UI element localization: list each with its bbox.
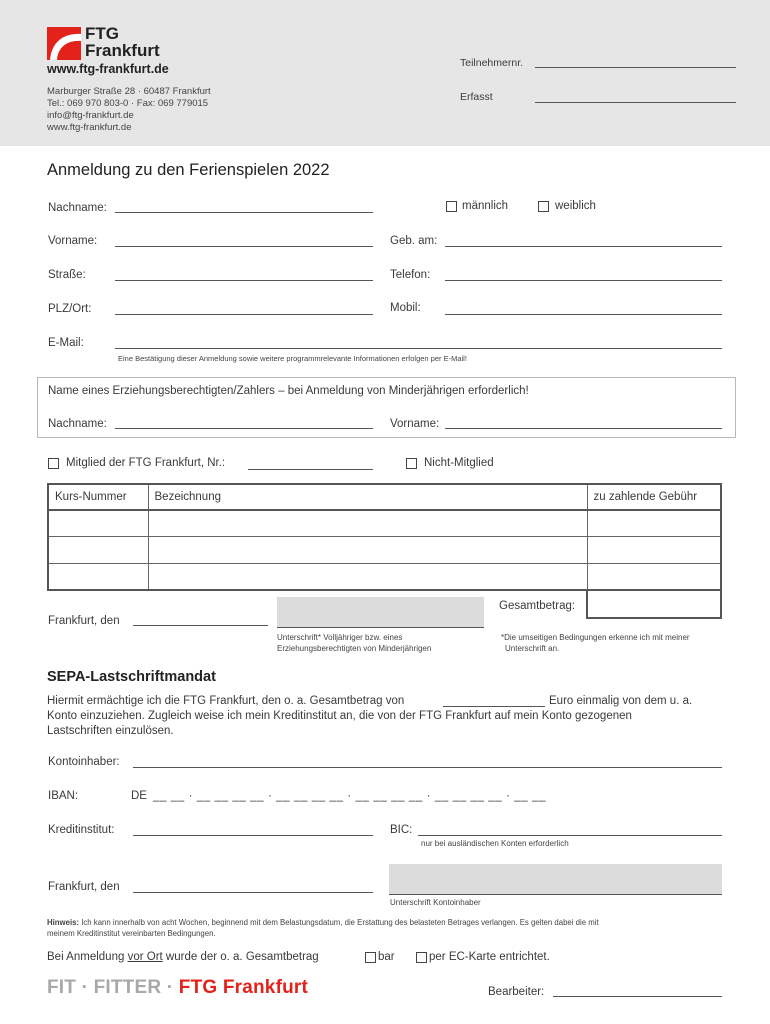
hinweis-text: Ich kann innerhalb von acht Wochen, beginnend mit dem Belastungsdatum, die Erstattung des belasteten Betrages verlangen. Es gelten dabei die mit: [81, 918, 599, 927]
sepa-frankfurt-den-label: Frankfurt, den: [48, 881, 120, 893]
weiblich-checkbox[interactable]: [538, 201, 549, 212]
geb-field[interactable]: [445, 246, 722, 247]
iban-prefix: DE: [131, 790, 147, 802]
signature-field[interactable]: [277, 597, 484, 627]
iban-label: IBAN:: [48, 790, 79, 802]
course-cell[interactable]: [148, 563, 587, 590]
address-line-1: Marburger Straße 28 · 60487 Frankfurt: [47, 86, 211, 97]
parent-vorname-field[interactable]: [445, 428, 722, 429]
course-cell[interactable]: [587, 537, 721, 564]
vorname-field[interactable]: [115, 246, 373, 247]
sepa-text-3: Lastschriften einzulösen.: [47, 725, 174, 737]
mobil-label: Mobil:: [390, 302, 421, 314]
hinweis-label: Hinweis:: [47, 918, 80, 927]
bar-label: bar: [378, 951, 395, 963]
course-cell[interactable]: [48, 563, 148, 590]
course-table-header: [48, 484, 721, 510]
gesamtbetrag-label: Gesamtbetrag:: [499, 600, 576, 612]
mitglied-checkbox[interactable]: [48, 458, 59, 469]
address-email[interactable]: info@ftg-frankfurt.de: [47, 110, 134, 121]
kontoinhaber-signature-baseline: [389, 894, 722, 895]
email-note: Eine Bestätigung dieser Anmeldung sowie weitere programmrelevante Informationen erfolgen per E-Mail!: [118, 354, 467, 363]
signature-note-2: Erziehungsberechtigten von Minderjährigen: [277, 644, 432, 653]
slogan-red: FTG Frankfurt: [178, 977, 309, 998]
kontoinhaber-signature-field[interactable]: [389, 864, 722, 894]
maennlich-label: männlich: [462, 200, 509, 212]
ec-label: per EC-Karte entrichtet.: [429, 951, 550, 963]
slogan-grey: FIT · FITTER ·: [47, 977, 174, 998]
plz-label: PLZ/Ort:: [48, 303, 92, 315]
email-label: E-Mail:: [48, 337, 84, 349]
kreditinstitut-label: Kreditinstitut:: [48, 824, 115, 836]
parent-nachname-field[interactable]: [115, 428, 373, 429]
course-cell[interactable]: [48, 510, 148, 537]
iban-field[interactable]: __ __ · __ __ __ __ · __ __ __ __ · __ __ __ __ · __ __ __ __ · __ __: [153, 790, 547, 802]
telefon-label: Telefon:: [390, 269, 431, 281]
form-title: Anmeldung zu den Ferienspielen 2022: [47, 161, 330, 179]
maennlich-checkbox[interactable]: [446, 201, 457, 212]
logo-url[interactable]: www.ftg-frankfurt.de: [47, 62, 169, 76]
bar-checkbox[interactable]: [365, 952, 376, 963]
bearbeiter-label: Bearbeiter:: [488, 986, 545, 998]
signature-baseline: [277, 627, 484, 628]
erfasst-field[interactable]: [535, 102, 736, 103]
email-field[interactable]: [115, 348, 722, 349]
nachname-field[interactable]: [115, 212, 373, 213]
bearbeiter-field[interactable]: [553, 996, 722, 997]
sepa-text-1b: Euro einmalig von dem u. a.: [549, 695, 693, 707]
mitglied-label: Mitglied der FTG Frankfurt, Nr.:: [66, 457, 226, 469]
sepa-date-field[interactable]: [133, 892, 373, 893]
logo-line1: FTG: [85, 24, 119, 43]
table-row: [48, 563, 721, 590]
bic-field[interactable]: [418, 835, 722, 836]
vor-ort-text-a: Bei Anmeldung: [47, 951, 125, 963]
course-table: [47, 483, 722, 591]
strasse-label: Straße:: [48, 269, 86, 281]
strasse-field[interactable]: [115, 280, 373, 281]
gesamtbetrag-field[interactable]: [586, 591, 722, 619]
course-cell[interactable]: [148, 537, 587, 564]
course-cell[interactable]: [48, 537, 148, 564]
ftg-logo-mark: [47, 27, 81, 60]
signature-note-1: Unterschrift* Volljähriger bzw. eines: [277, 633, 403, 642]
telefon-field[interactable]: [445, 280, 722, 281]
course-cell[interactable]: [148, 510, 587, 537]
kontoinhaber-field[interactable]: [133, 767, 722, 768]
col-bezeichnung: Bezeichnung: [148, 484, 587, 510]
teilnehmer-label: Teilnehmernr.: [460, 57, 524, 69]
vorname-label: Vorname:: [48, 235, 98, 247]
table-row: [48, 537, 721, 564]
weiblich-label: weiblich: [555, 200, 596, 212]
nachname-label: Nachname:: [48, 202, 107, 214]
table-row: [48, 510, 721, 537]
parent-nachname-label: Nachname:: [48, 418, 107, 430]
parent-heading: Name eines Erziehungsberechtigten/Zahlers – bei Anmeldung von Minderjährigen erforderlich!: [48, 385, 529, 397]
sepa-text-1a: Hiermit ermächtige ich die FTG Frankfurt, den o. a. Gesamtbetrag von: [47, 695, 405, 707]
slogan: [47, 977, 308, 999]
plz-field[interactable]: [115, 314, 373, 315]
mitglied-nr-field[interactable]: [248, 469, 373, 470]
kreditinstitut-field[interactable]: [133, 835, 373, 836]
vor-ort-text: [47, 951, 319, 963]
bic-note: nur bei ausländischen Konten erforderlich: [421, 839, 569, 848]
sepa-amount-field[interactable]: [443, 706, 545, 707]
bic-label: BIC:: [390, 824, 413, 836]
logo-line2: Frankfurt: [85, 41, 160, 60]
letterhead: [0, 0, 770, 146]
col-gebuehr: zu zahlende Gebühr: [587, 484, 721, 510]
parent-vorname-label: Vorname:: [390, 418, 440, 430]
address-line-2: Tel.: 069 970 803-0 · Fax: 069 779015: [47, 98, 209, 109]
logo-arc-icon: [47, 27, 81, 60]
ec-checkbox[interactable]: [416, 952, 427, 963]
vor-ort-text-b: wurde der o. a. Gesamtbetrag: [165, 951, 319, 963]
hinweis: [47, 917, 599, 928]
course-cell[interactable]: [587, 563, 721, 590]
date-field[interactable]: [133, 625, 268, 626]
geb-label: Geb. am:: [390, 235, 438, 247]
unterschrift-kontoinhaber-label: Unterschrift Kontoinhaber: [390, 898, 481, 907]
nicht-mitglied-checkbox[interactable]: [406, 458, 417, 469]
bedingungen-note-1: *Die umseitigen Bedingungen erkenne ich mit meiner: [501, 633, 690, 642]
frankfurt-den-label: Frankfurt, den: [48, 615, 120, 627]
kontoinhaber-label: Kontoinhaber:: [48, 756, 120, 768]
vor-ort-text-u: vor Ort: [127, 951, 163, 963]
sepa-text-2: Konto einzuziehen. Zugleich weise ich mein Kreditinstitut an, die von der FTG Frankfurt auf mein Konto gezogenen: [47, 710, 632, 722]
hinweis-text-2: meinem Kreditinstitut vereinbarten Bedingungen.: [47, 929, 216, 938]
course-cell[interactable]: [587, 510, 721, 537]
address-web[interactable]: www.ftg-frankfurt.de: [47, 122, 132, 133]
col-kurs-nummer: Kurs-Nummer: [48, 484, 148, 510]
mobil-field[interactable]: [445, 314, 722, 315]
bedingungen-note-2: Unterschrift an.: [505, 644, 560, 653]
nicht-mitglied-label: Nicht-Mitglied: [424, 457, 494, 469]
teilnehmer-field[interactable]: [535, 67, 736, 68]
erfasst-label: Erfasst: [460, 91, 493, 103]
sepa-heading: SEPA-Lastschriftmandat: [47, 669, 216, 685]
